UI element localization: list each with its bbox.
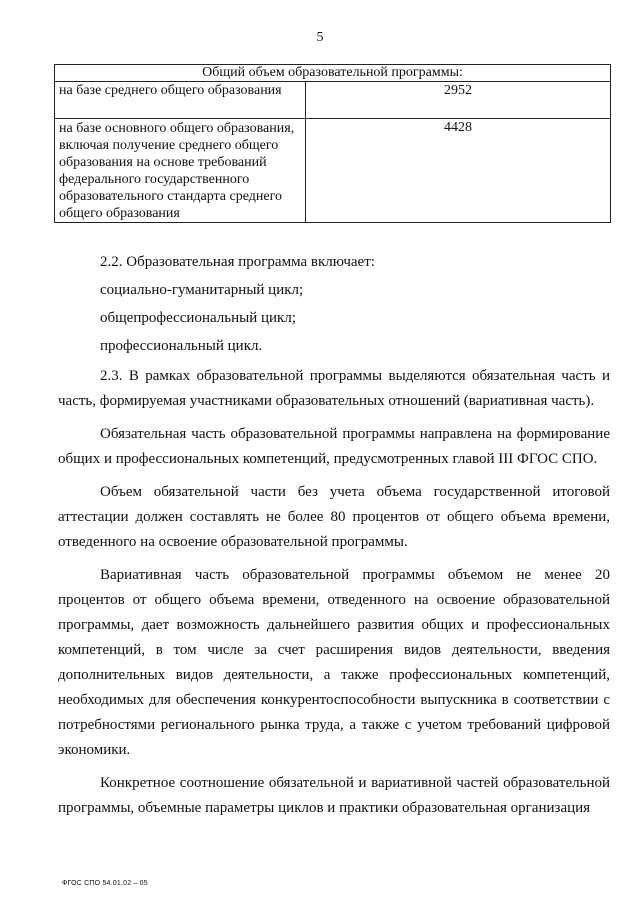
paragraph: Вариативная часть образовательной программы объемом не менее 20 процентов от общего объема времени, отведенного на освоение образовательной программы, дает возможность дальнейшего развития общих и профессиональных компетенций, в том числе за счет расширения видов деятельности, введения дополнительных видов деятельности, а также профессиональных компетенций, необходимых для обеспечения конкурентоспособности выпускника в соответствии с потребностями регионального рынка труда, а также с учетом требований цифровой экономики. (58, 567, 610, 758)
paragraph: 2.3. В рамках образовательной программы выделяются обязательная часть и часть, формируемая участниками образовательных отношений (вариативная часть). (58, 368, 610, 409)
body-text (58, 252, 610, 829)
program-volume-table (54, 64, 611, 223)
section-2-2 (58, 252, 610, 356)
page-number: 5 (316, 30, 324, 45)
paragraph: Конкретное соотношение обязательной и вариативной частей образовательной программы, объемные параметры циклов и практики образовательная организация (58, 775, 610, 816)
table-header-row (55, 65, 611, 82)
row-label: на базе среднего общего образования (55, 82, 306, 119)
table-row (55, 119, 611, 223)
row-value: 4428 (306, 119, 611, 223)
row-value: 2952 (306, 82, 611, 119)
section-heading: 2.2. Образовательная программа включает: (100, 254, 375, 270)
table-header: Общий объем образовательной программы: (55, 65, 611, 82)
row-label: на базе основного общего образования, включая получение среднего общего образования на основе требований федерального государственного образовательного стандарта среднего общего образования (55, 119, 306, 223)
paragraph: Объем обязательной части без учета объема государственной итоговой аттестации должен составлять не более 80 процентов от общего объема времени, отведенного на освоение образовательной программы. (58, 484, 610, 550)
list-item: профессиональный цикл. (100, 338, 263, 354)
footer-doc-code: ФГОС СПО 54.01.02 – 05 (62, 880, 148, 887)
list-item: общепрофессиональный цикл; (100, 310, 296, 326)
paragraph: Обязательная часть образовательной программы направлена на формирование общих и профессиональных компетенций, предусмотренных главой III ФГОС СПО. (58, 426, 610, 467)
table-row (55, 82, 611, 119)
list-item: социально-гуманитарный цикл; (100, 282, 304, 298)
